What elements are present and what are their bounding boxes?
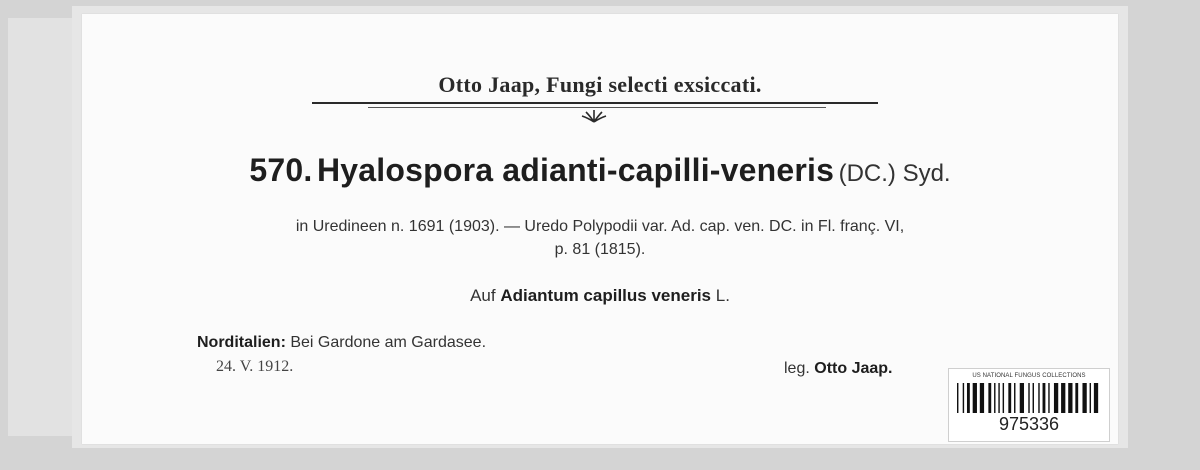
citation-line-1: in Uredineen n. 1691 (1903). — Uredo Polypodii var. Ad. cap. ven. DC. in Fl. franç. VI, [295, 218, 905, 235]
locality: Bei Gardone am Gardasee. [290, 334, 487, 351]
barcode-bars [957, 383, 1101, 413]
barcode-bar [988, 383, 991, 413]
barcode-bar [967, 383, 970, 413]
host-author: L. [715, 286, 730, 305]
species-name: Hyalospora adianti-capilli-veneris [316, 152, 835, 188]
barcode-bar [1020, 383, 1024, 413]
barcode-bar [1048, 383, 1049, 413]
barcode-bar [1054, 383, 1058, 413]
title-rule-top [312, 102, 878, 104]
exsiccata-number: 570. [249, 152, 313, 188]
barcode-number: 975336 [998, 414, 1060, 434]
series-title: Otto Jaap, Fungi selecti exsiccati. [438, 72, 762, 97]
barcode-bar [1008, 383, 1011, 413]
barcode-bar [1094, 383, 1098, 413]
barcode-bar [1003, 383, 1004, 413]
locality-line [197, 334, 486, 352]
barcode-bar [998, 383, 999, 413]
barcode-bar [1061, 383, 1065, 413]
barcode-bar [1038, 383, 1039, 413]
barcode-bar [1033, 383, 1034, 413]
barcode-caption: US NATIONAL FUNGUS COLLECTIONS [972, 373, 1086, 379]
barcode-bar [963, 383, 964, 413]
barcode-bar [994, 383, 995, 413]
ornament-icon [574, 106, 614, 128]
barcode-bar [1068, 383, 1072, 413]
collection-date: 24. V. 1912. [216, 358, 294, 375]
barcode-bar [980, 383, 984, 413]
collector-name: Otto Jaap. [814, 360, 893, 377]
host-line [0, 286, 1200, 306]
citation [0, 215, 1200, 261]
host-name: Adiantum capillus veneris [500, 286, 712, 305]
barcode-bar [1028, 383, 1029, 413]
collector-line [784, 360, 892, 378]
barcode-label [948, 368, 1110, 442]
species-heading [0, 152, 1200, 189]
species-author: (DC.) Syd. [838, 160, 951, 187]
citation-line-2: p. 81 (1815). [554, 241, 646, 258]
barcode-bar [1075, 383, 1078, 413]
barcode-bar [973, 383, 977, 413]
barcode-bar [957, 383, 958, 413]
barcode-bar [1090, 383, 1091, 413]
region: Norditalien: [197, 334, 286, 351]
barcode-bar [1043, 383, 1046, 413]
collector-prefix: leg. [784, 360, 810, 377]
barcode-bar [1014, 383, 1015, 413]
host-prefix: Auf [470, 286, 496, 305]
barcode-bar [1082, 383, 1086, 413]
